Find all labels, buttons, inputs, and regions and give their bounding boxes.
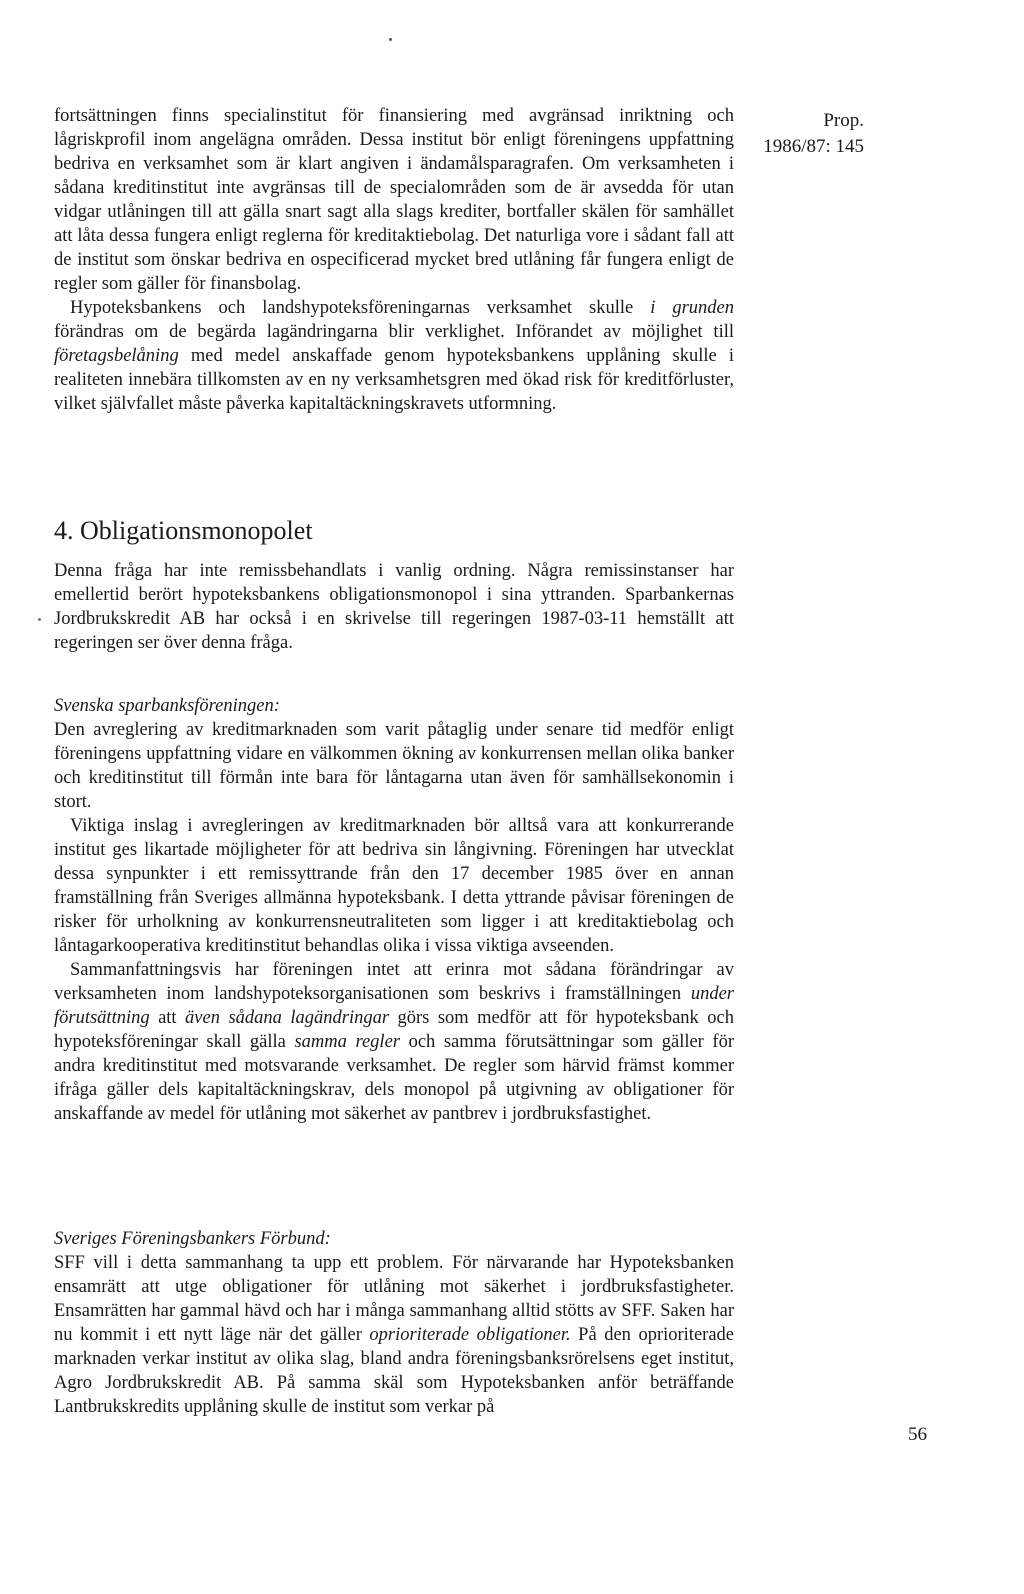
scan-speck (38, 618, 41, 621)
prop-number: 1986/87: 145 (763, 136, 864, 157)
section-intro (54, 559, 734, 655)
subheading: Svenska sparbanksföreningen: (54, 696, 280, 716)
section-heading: 4. Obligationsmonopolet (54, 516, 313, 545)
prop-label: Prop. (823, 110, 864, 131)
paragraph: Viktiga inslag i avregleringen av kreditmarknaden bör alltså vara att konkurrerande institut ges likartade möjligheter för att bedriva sin långivning. Föreningen har utvecklat dessa synpunkter i ett remissyttrande från den 17 december 1985 över en annan framställning från Sveriges allmänna hypoteksbank. I detta yttrande påvisar föreningen de risker för urholkning av konkurrensneutraliteten som ligger i att kreditaktiebolag och låntagarkooperativa kreditinstitut behandlas olika i vissa viktiga avseenden. (54, 816, 734, 956)
subheading: Sveriges Föreningsbankers Förbund: (54, 1229, 331, 1249)
paragraph: Hypoteksbankens och landshypoteksföreningarnas verksamhet skulle i grunden förändras om de begärda lagändringarna blir verklighet. Införandet av möjlighet till företagsbelåning med medel anskaffade genom hypoteksbankens upplåning skulle i realiteten innebära tillkomsten av en ny verksamhetsgren med ökad risk för kreditförluster, vilket självfallet måste påverka kapitaltäckningskravets utformning. (54, 298, 734, 414)
paragraph: fortsättningen finns specialinstitut för finansiering med avgränsad inriktning och lågriskprofil inom angelägna områden. Dessa institut bör enligt föreningens uppfattning bedriva en verksamhet som är klart angiven i ändamålsparagrafen. Om verksamheten i sådana kreditinstitut inte avgränsas till de specialområden som de är avsedda för utan vidgar utlåningen till att gälla snart sagt alla slags krediter, bortfaller skälen för samhället att låta dessa fungera enligt reglerna för kreditaktiebolag. Det naturliga vore i sådant fall att de institut som önskar bedriva en ospecificerad mycket bred utlåning får fungera enligt de regler som gäller för finansbolag. (54, 106, 734, 294)
paragraph: Denna fråga har inte remissbehandlats i vanlig ordning. Några remissinstanser har emellertid berört hypoteksbankens obligationsmonopol i sina yttranden. Sparbankernas Jordbrukskredit AB har också i en skrivelse till regeringen 1987-03-11 hemställt att regeringen ser över denna fråga. (54, 561, 734, 653)
paragraph: Den avreglering av kreditmarknaden som varit påtaglig under senare tid medför enligt föreningens uppfattning vidare en välkommen ökning av konkurrensen mellan olika banker och kreditinstitut till förmån inte bara för låntagarna utan även för samhällsekonomin i stort. (54, 720, 734, 812)
sveriges-foreningsbankers-forbund-block (54, 1227, 734, 1419)
continued-text-block (54, 104, 734, 416)
page-number: 56 (908, 1424, 927, 1445)
paragraph: Sammanfattningsvis har föreningen intet att erinra mot sådana förändringar av verksamheten inom landshypoteksorganisationen som beskrivs i framställningen under förutsättning att även sådana lagändringar görs som medför att för hypoteksbank och hypoteksföreningar skall gälla samma regler och samma förutsättningar som gäller för andra kreditinstitut med motsvarande verksamhet. De regler som härvid främst kommer ifråga gäller dels kapitaltäckningskrav, dels monopol på utgivning av obligationer för anskaffande av medel för utlåning mot säkerhet av pantbrev i jordbruksfastighet. (54, 960, 734, 1124)
svenska-sparbanksforeningen-block (54, 694, 734, 1126)
scan-speck (389, 38, 392, 41)
paragraph: SFF vill i detta sammanhang ta upp ett problem. För närvarande har Hypoteksbanken ensamrätt att utge obligationer för utlåning mot säkerhet i jordbruksfastigheter. Ensamrätten har gammal hävd och har i många sammanhang alltid stötts av SFF. Saken har nu kommit i ett nytt läge när det gäller oprioriterade obligationer. På den oprioriterade marknaden verkar institut av olika slag, bland andra föreningsbanksrörelsens eget institut, Agro Jordbrukskredit AB. På samma skäl som Hypoteksbanken anför beträffande Lantbrukskredits upplåning skulle de institut som verkar på (54, 1253, 734, 1417)
proposition-reference (754, 108, 864, 160)
